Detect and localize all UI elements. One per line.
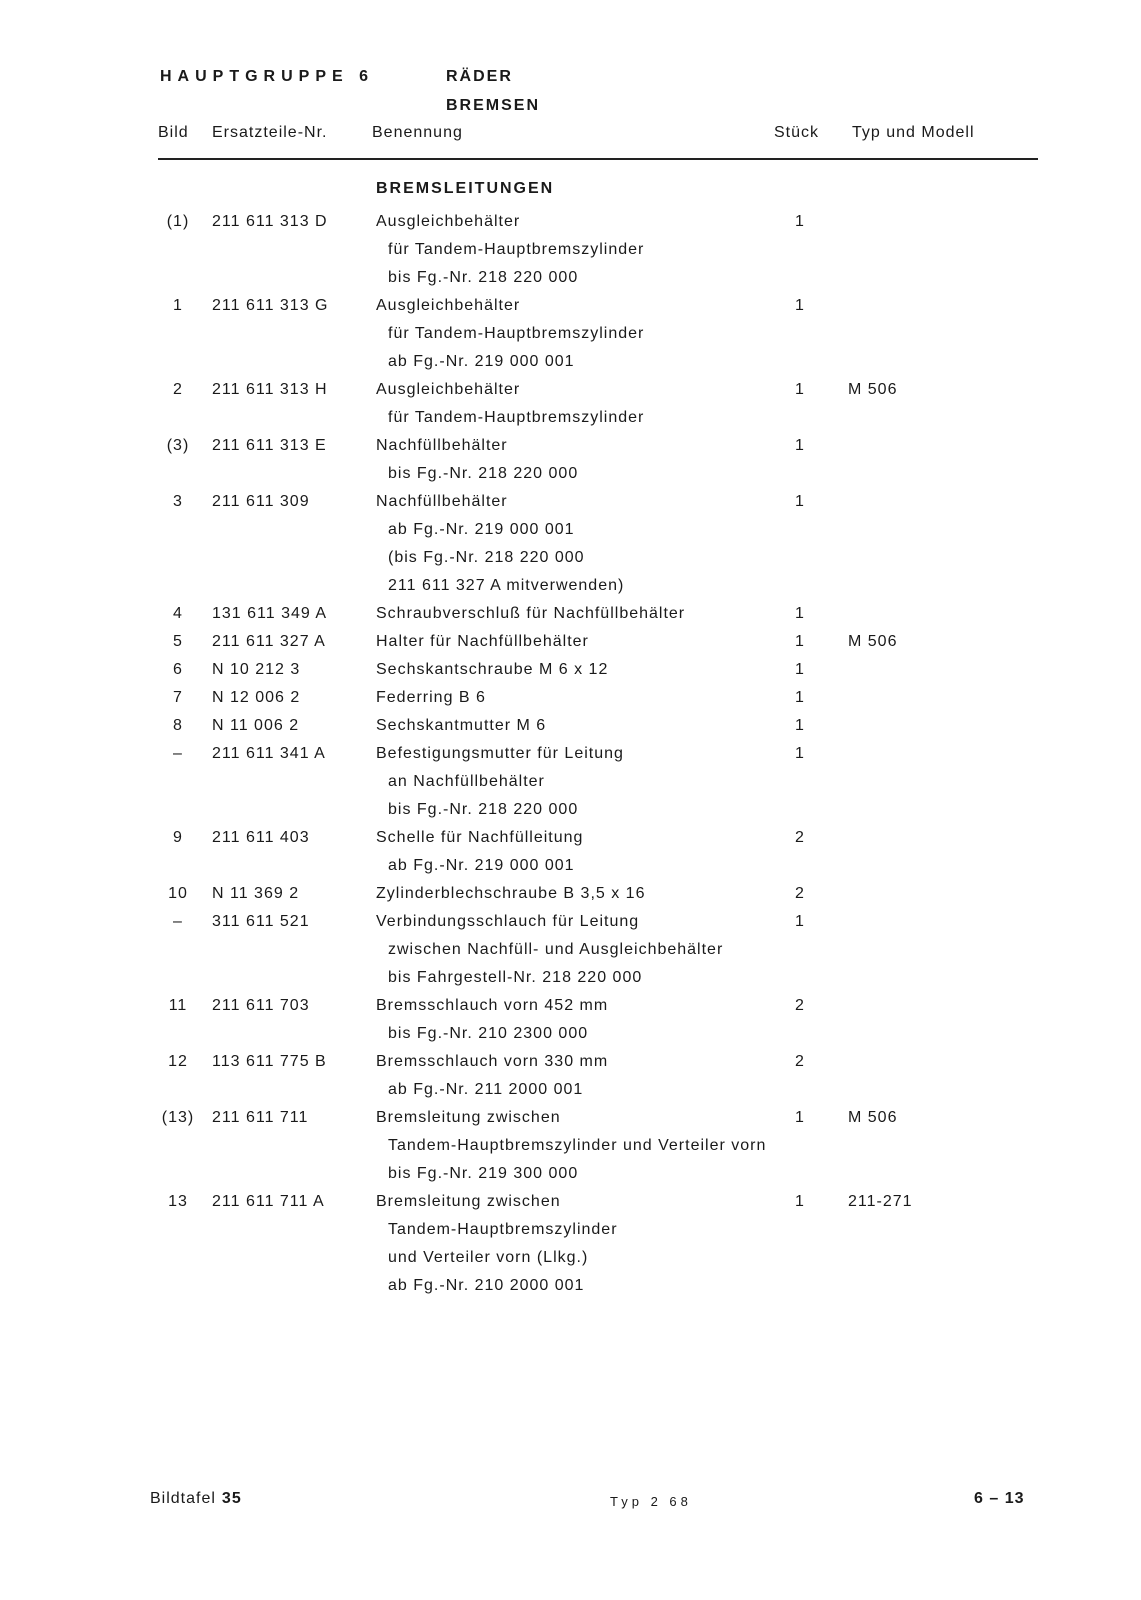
description-line: ab Fg.-Nr. 219 000 001: [388, 857, 575, 874]
description-line: Sechskantschraube M 6 x 12: [376, 661, 609, 678]
col-stueck-header: Stück: [774, 124, 820, 141]
col-name-header: Benennung: [372, 124, 463, 141]
bild-cell: 9: [173, 829, 183, 846]
type-cell: M 506: [848, 633, 898, 650]
description-line: und Verteiler vorn (Llkg.): [388, 1249, 589, 1266]
quantity-cell: 1: [795, 213, 805, 230]
quantity-cell: 1: [795, 633, 805, 650]
table-row: [0, 1048, 1141, 1104]
part-number-cell: N 10 212 3: [212, 661, 301, 678]
part-number-cell: N 11 369 2: [212, 885, 300, 902]
table-row: [0, 292, 1141, 376]
type-cell: M 506: [848, 381, 898, 398]
table-row: [0, 992, 1141, 1048]
part-number-cell: N 12 006 2: [212, 689, 301, 706]
quantity-cell: 1: [795, 605, 805, 622]
bildtafel-number: 35: [221, 1490, 242, 1507]
description-cell: [376, 208, 1141, 292]
description-line: Tandem-Hauptbremszylinder: [388, 1221, 618, 1238]
description-line: für Tandem-Hauptbremszylinder: [388, 325, 645, 342]
bild-cell: 2: [173, 381, 183, 398]
quantity-cell: 1: [795, 1193, 805, 1210]
description-line: bis Fg.-Nr. 218 220 000: [388, 269, 579, 286]
part-number-cell: 211 611 313 D: [212, 213, 328, 230]
quantity-cell: 1: [795, 1109, 805, 1126]
section-title: BREMSLEITUNGEN: [376, 180, 555, 197]
description-cell: [376, 712, 1141, 740]
bild-cell: (1): [166, 213, 190, 230]
table-row: [0, 208, 1141, 292]
part-number-cell: 211 611 313 H: [212, 381, 328, 398]
description-line: Nachfüllbehälter: [376, 437, 508, 454]
col-nr-header: Ersatzteile-Nr.: [212, 124, 328, 141]
part-number-cell: 113 611 775 B: [212, 1053, 327, 1070]
table-row: [0, 824, 1141, 880]
description-line: Bremsschlauch vorn 330 mm: [376, 1053, 609, 1070]
table-row: [0, 1104, 1141, 1188]
part-number-cell: 211 611 309: [212, 493, 310, 510]
description-cell: [376, 432, 1141, 488]
description-line: ab Fg.-Nr. 219 000 001: [388, 521, 575, 538]
part-number-cell: 211 611 313 G: [212, 297, 329, 314]
quantity-cell: 1: [795, 689, 805, 706]
bild-cell: –: [173, 913, 183, 930]
bild-cell: (3): [166, 437, 190, 454]
table-row: [0, 656, 1141, 684]
part-number-cell: 311 611 521: [212, 913, 310, 930]
description-cell: [376, 1188, 1141, 1300]
description-line: Schraubverschluß für Nachfüllbehälter: [376, 605, 686, 622]
description-line: für Tandem-Hauptbremszylinder: [388, 241, 645, 258]
description-cell: [376, 376, 1141, 432]
bild-cell: 7: [173, 689, 183, 706]
col-typ-header: Typ und Modell: [852, 124, 975, 141]
description-cell: [376, 880, 1141, 908]
part-number-cell: 131 611 349 A: [212, 605, 328, 622]
quantity-cell: 1: [795, 661, 805, 678]
page-number: 6 – 13: [974, 1490, 1025, 1507]
description-line: Bremsschlauch vorn 452 mm: [376, 997, 609, 1014]
quantity-cell: 2: [795, 1053, 805, 1070]
bild-cell: 10: [168, 885, 188, 902]
group-title: RÄDER: [446, 68, 513, 85]
bild-cell: (13): [161, 1109, 195, 1126]
table-row: [0, 684, 1141, 712]
bild-cell: 4: [173, 605, 183, 622]
description-line: Bremsleitung zwischen: [376, 1193, 561, 1210]
bildtafel-text: Bildtafel: [150, 1490, 216, 1507]
description-line: bis Fg.-Nr. 218 220 000: [388, 465, 579, 482]
part-number-cell: 211 611 703: [212, 997, 310, 1014]
table-row: [0, 908, 1141, 992]
description-line: bis Fahrgestell-Nr. 218 220 000: [388, 969, 643, 986]
typ-footer: Typ 2 68: [610, 1494, 692, 1509]
description-cell: [376, 908, 1141, 992]
description-line: Befestigungsmutter für Leitung: [376, 745, 624, 762]
description-cell: [376, 740, 1141, 824]
description-line: (bis Fg.-Nr. 218 220 000: [388, 549, 585, 566]
part-number-cell: N 11 006 2: [212, 717, 300, 734]
table-row: [0, 376, 1141, 432]
quantity-cell: 1: [795, 913, 805, 930]
bild-cell: 12: [168, 1053, 188, 1070]
part-number-cell: 211 611 313 E: [212, 437, 327, 454]
bild-cell: 3: [173, 493, 183, 510]
quantity-cell: 2: [795, 997, 805, 1014]
quantity-cell: 1: [795, 493, 805, 510]
description-line: ab Fg.-Nr. 210 2000 001: [388, 1277, 585, 1294]
description-line: Halter für Nachfüllbehälter: [376, 633, 589, 650]
bild-cell: –: [173, 745, 183, 762]
description-line: für Tandem-Hauptbremszylinder: [388, 409, 645, 426]
description-cell: [376, 992, 1141, 1048]
part-number-cell: 211 611 341 A: [212, 745, 326, 762]
description-line: zwischen Nachfüll- und Ausgleichbehälter: [388, 941, 724, 958]
description-line: bis Fg.-Nr. 210 2300 000: [388, 1025, 589, 1042]
description-line: Schelle für Nachfülleitung: [376, 829, 584, 846]
part-number-cell: 211 611 403: [212, 829, 310, 846]
bild-cell: 1: [173, 297, 183, 314]
quantity-cell: 1: [795, 717, 805, 734]
part-number-cell: 211 611 327 A: [212, 633, 326, 650]
description-cell: [376, 488, 1141, 600]
table-row: [0, 628, 1141, 656]
description-line: an Nachfüllbehälter: [388, 773, 545, 790]
description-line: ab Fg.-Nr. 219 000 001: [388, 353, 575, 370]
bildtafel-label: [150, 1490, 242, 1508]
description-line: Bremsleitung zwischen: [376, 1109, 561, 1126]
quantity-cell: 1: [795, 745, 805, 762]
description-cell: [376, 656, 1141, 684]
table-row: [0, 1188, 1141, 1300]
quantity-cell: 2: [795, 829, 805, 846]
parts-list: [0, 208, 1141, 1300]
description-line: Federring B 6: [376, 689, 486, 706]
description-cell: [376, 1048, 1141, 1104]
description-line: Verbindungsschlauch für Leitung: [376, 913, 640, 930]
description-cell: [376, 600, 1141, 628]
bild-cell: 11: [168, 997, 188, 1014]
description-line: Ausgleichbehälter: [376, 381, 521, 398]
description-line: Nachfüllbehälter: [376, 493, 508, 510]
bild-cell: 5: [173, 633, 183, 650]
bild-cell: 13: [168, 1193, 188, 1210]
quantity-cell: 1: [795, 437, 805, 454]
quantity-cell: 1: [795, 297, 805, 314]
description-cell: [376, 1104, 1141, 1188]
bild-cell: 8: [173, 717, 183, 734]
table-row: [0, 432, 1141, 488]
description-line: Tandem-Hauptbremszylinder und Verteiler vorn: [388, 1137, 767, 1154]
hauptgruppe-title: HAUPTGRUPPE 6: [160, 68, 375, 85]
description-cell: [376, 628, 1141, 656]
description-cell: [376, 684, 1141, 712]
table-row: [0, 600, 1141, 628]
quantity-cell: 2: [795, 885, 805, 902]
description-line: bis Fg.-Nr. 218 220 000: [388, 801, 579, 818]
type-cell: M 506: [848, 1109, 898, 1126]
type-cell: 211-271: [848, 1193, 913, 1210]
description-line: 211 611 327 A mitverwenden): [388, 577, 625, 594]
description-line: Ausgleichbehälter: [376, 297, 521, 314]
table-row: [0, 712, 1141, 740]
description-cell: [376, 292, 1141, 376]
quantity-cell: 1: [795, 381, 805, 398]
header-rule: [158, 158, 1038, 160]
col-bild-header: Bild: [158, 124, 189, 141]
subgroup-title: BREMSEN: [446, 97, 541, 114]
bild-cell: 6: [173, 661, 183, 678]
table-row: [0, 880, 1141, 908]
description-line: Sechskantmutter M 6: [376, 717, 547, 734]
table-row: [0, 488, 1141, 600]
part-number-cell: 211 611 711 A: [212, 1193, 325, 1210]
part-number-cell: 211 611 711: [212, 1109, 309, 1126]
table-row: [0, 740, 1141, 824]
description-line: bis Fg.-Nr. 219 300 000: [388, 1165, 579, 1182]
description-line: Zylinderblechschraube B 3,5 x 16: [376, 885, 646, 902]
description-line: ab Fg.-Nr. 211 2000 001: [388, 1081, 584, 1098]
description-line: Ausgleichbehälter: [376, 213, 521, 230]
description-cell: [376, 824, 1141, 880]
